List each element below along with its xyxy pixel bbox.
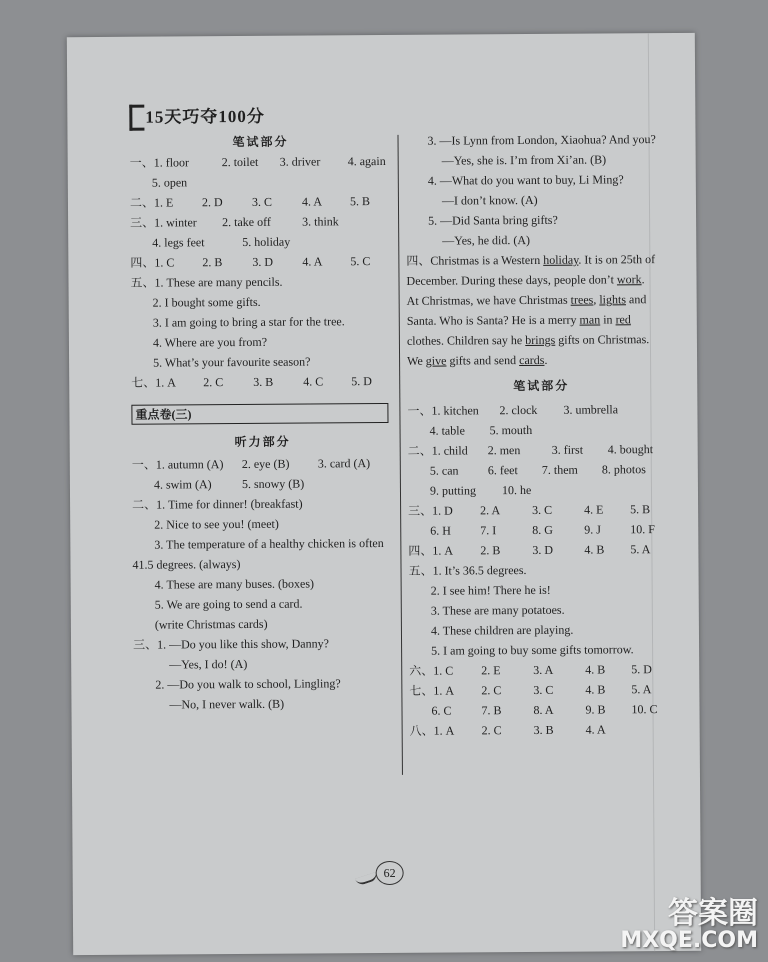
answer-page — [67, 33, 701, 955]
answer-line: 二、1. E 2. D 3. C 4. A 5. B — [129, 194, 371, 210]
answer-line: 一、1. floor 2. toilet 3. driver 4. again — [129, 153, 386, 170]
answer-line: 二、1. Time for dinner! (breakfast) — [132, 496, 303, 512]
answer-line: 41.5 degrees. (always) — [132, 557, 241, 572]
answer-line: 一、1. kitchen 2. clock 3. umbrella — [407, 402, 619, 418]
answer-line: 6. H 7. I 8. G 9. J 10. F — [430, 522, 655, 538]
header-title: 15天巧夺100分 — [145, 106, 265, 127]
answer-line: 3. These are many potatoes. — [430, 602, 565, 618]
answer-line: 2. Nice to see you! (meet) — [154, 516, 279, 532]
answer-line: 5. open — [151, 175, 188, 190]
section-heading: 笔试部分 — [232, 134, 289, 150]
left-column — [129, 131, 391, 712]
right-column — [405, 129, 673, 738]
answer-line: —Yes, I do! (A) — [169, 656, 248, 672]
page-number — [370, 861, 410, 885]
section-box-title: 重点卷(三) — [131, 403, 388, 425]
answer-line: 七、1. A 2. C 3. C 4. B 5. A — [409, 682, 652, 698]
answer-line: 二、1. child 2. men 3. first 4. bought — [407, 442, 654, 458]
answer-line: —Yes, he did. (A) — [442, 232, 531, 248]
answer-line: (write Christmas cards) — [154, 616, 268, 632]
answer-line: 4. table 5. mouth — [429, 422, 533, 438]
answer-line: 9. putting 10. he — [429, 482, 532, 498]
column-divider — [397, 135, 402, 775]
answer-line: 三、1. —Do you like this show, Danny? — [132, 636, 329, 652]
answer-line: 六、1. C 2. E 3. A 4. B 5. D — [409, 662, 652, 678]
answer-line: 5. We are going to send a card. — [154, 596, 303, 612]
cloze-passage: 四、Christmas is a Western holiday. It is on 25th of December. During these days, people don’t work. At Christmas, we have Christmas trees, lights and Santa. Who is Santa? He is a merry man in red clothes. Children say he brings gifts on Christmas. We give gifts and send cards. — [406, 252, 656, 368]
answer-line: 2. I bought some gifts. — [152, 294, 261, 310]
answer-line: 3. I am going to bring a star for the tree. — [152, 314, 345, 330]
answer-line: 4. Where are you from? — [152, 334, 268, 350]
answer-line: 一、1. autumn (A) 2. eye (B) 3. card (A) — [131, 456, 371, 472]
answer-line: 5. I am going to buy some gifts tomorrow. — [431, 642, 634, 658]
book-header — [129, 102, 279, 127]
answer-line: 5. can 6. feet 7. them 8. photos — [429, 462, 646, 478]
answer-line: 四、1. C 2. B 3. D 4. A 5. C — [130, 254, 371, 270]
section-heading: 听力部分 — [234, 434, 291, 450]
answer-line: 4. —What do you want to buy, Li Ming? — [427, 172, 624, 188]
answer-line: 5. —Did Santa bring gifts? — [428, 212, 558, 228]
answer-line: 2. —Do you walk to school, Lingling? — [155, 676, 341, 692]
answer-line: 4. These children are playing. — [430, 622, 574, 638]
answer-line: —Yes, she is. I’m from Xi’an. (B) — [441, 152, 607, 168]
header-bracket-icon — [129, 105, 144, 131]
page-number-label: 62 — [376, 861, 404, 885]
watermark-en-text: MXQE.COM — [620, 928, 758, 953]
answer-line: 八、1. A 2. C 3. B 4. A — [409, 722, 606, 738]
answer-line: 4. legs feet 5. holiday — [152, 234, 291, 250]
answer-line: 4. swim (A) 5. snowy (B) — [153, 476, 305, 492]
site-watermark — [620, 888, 764, 958]
answer-line: 四、1. A 2. B 3. D 4. B 5. A — [408, 542, 651, 558]
watermark-cn-text: 答案圈 — [668, 896, 758, 931]
answer-line: 三、1. winter 2. take off 3. think — [130, 214, 339, 230]
answer-line: 3. —Is Lynn from London, Xiaohua? And you? — [427, 132, 656, 148]
answer-line: 6. C 7. B 8. A 9. B 10. C — [431, 702, 658, 718]
answer-line: 3. The temperature of a healthy chicken is often — [154, 536, 384, 552]
answer-line: 三、1. D 2. A 3. C 4. E 5. B — [408, 502, 651, 518]
answer-line: —No, I never walk. (B) — [169, 696, 285, 712]
answer-line: 4. These are many buses. (boxes) — [154, 576, 315, 592]
answer-line: 5. What’s your favourite season? — [153, 354, 311, 370]
answer-line: 2. I see him! There he is! — [430, 582, 551, 598]
answer-line: 五、1. It’s 36.5 degrees. — [408, 563, 527, 578]
section-heading: 笔试部分 — [513, 378, 570, 394]
answer-line: —I don’t know. (A) — [441, 192, 538, 208]
answer-line: 五、1. These are many pencils. — [130, 274, 283, 290]
answer-line: 七、1. A 2. C 3. B 4. C 5. D — [131, 374, 372, 390]
